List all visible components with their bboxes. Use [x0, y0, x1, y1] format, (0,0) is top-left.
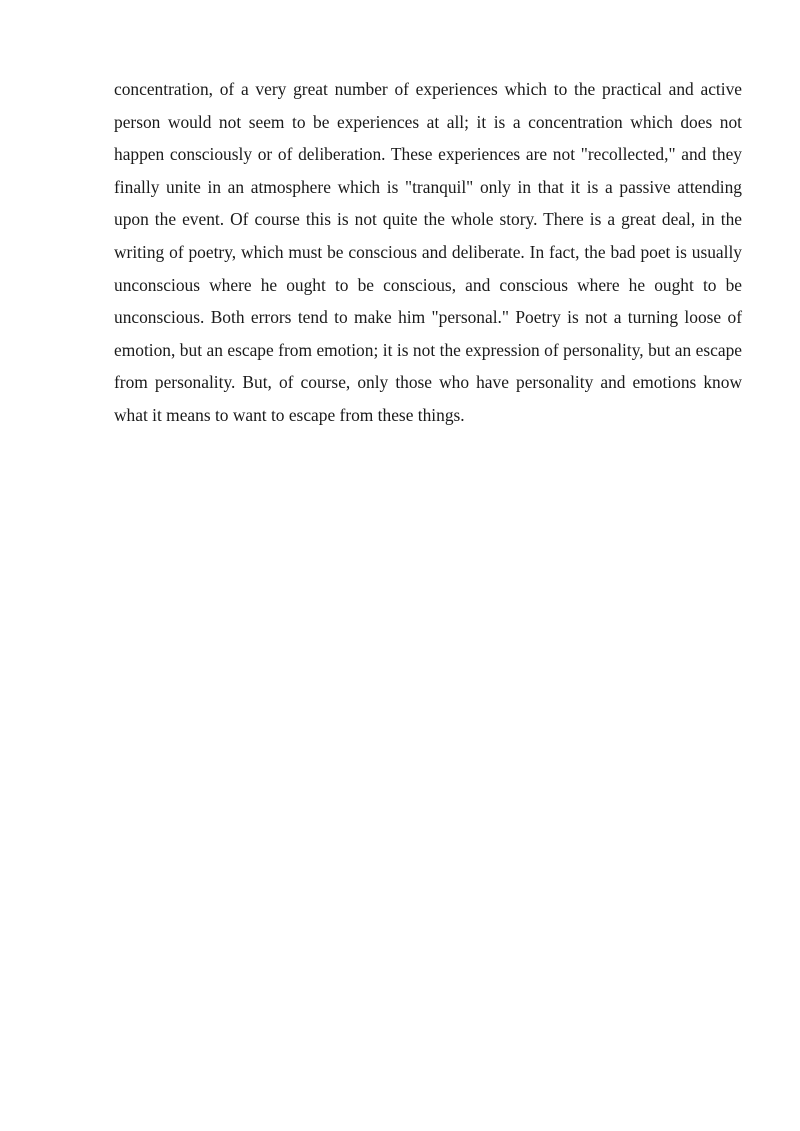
body-paragraph: concentration, of a very great number of experiences which to the practical and active person would not seem to be experiences at all; it is a concentration which does not happen consciously or of deliberation. These experiences are not "recollected," and they finally unite in an atmosphere which is "tranquil" only in that it is a passive attending upon the event. Of course this is not quite the whole story. There is a great deal, in the writing of poetry, which must be conscious and deliberate. In fact, the bad poet is usually unconscious where he ought to be conscious, and conscious where he ought to be unconscious. Both errors tend to make him "personal." Poetry is not a turning loose of emotion, but an escape from emotion; it is not the expression of personality, but an escape from personality. But, of course, only those who have personality and emotions know what it means to want to escape from these things. — [114, 79, 742, 425]
